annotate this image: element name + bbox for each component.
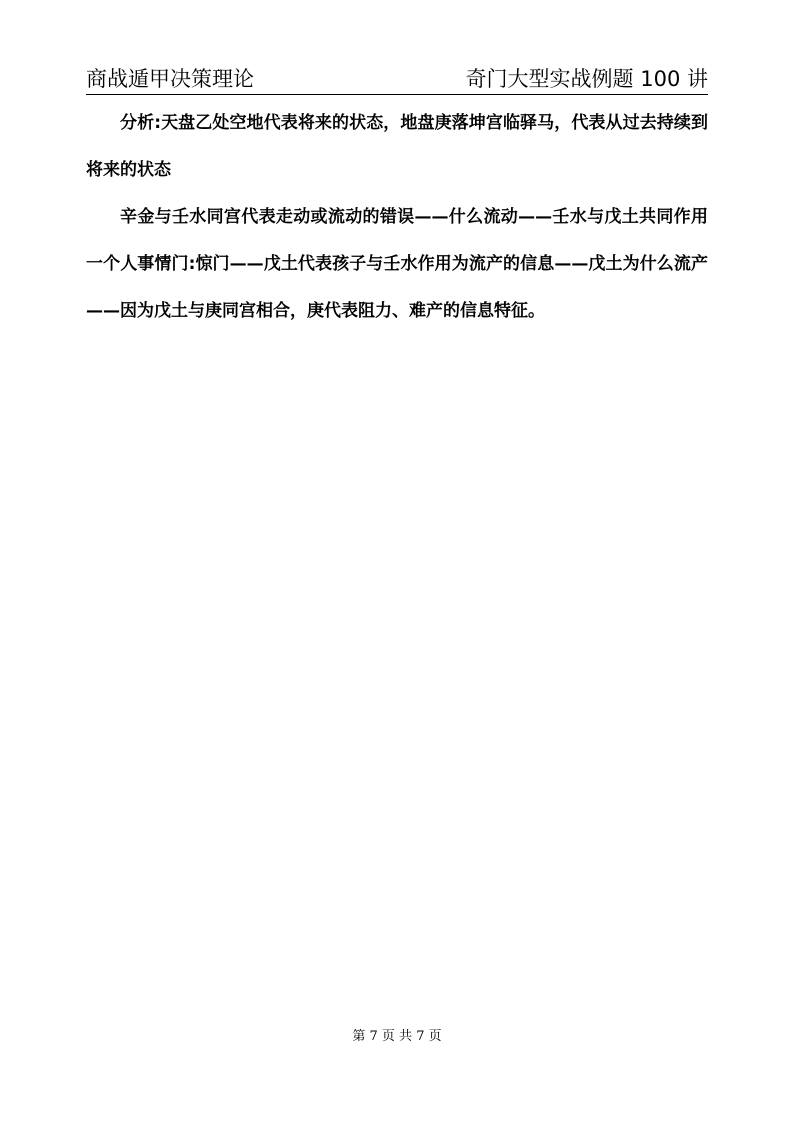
paragraph-analysis: 分析:天盘乙处空地代表将来的状态，地盘庚落坤宫临驿马，代表从过去持续到将来的状态 bbox=[86, 113, 708, 180]
header-book-title: 商战遁甲决策理论 bbox=[86, 67, 254, 91]
page-footer: 第 7 页 共 7 页 bbox=[352, 1029, 442, 1044]
paragraph-explanation: 辛金与壬水同宫代表走动或流动的错误——什么流动——壬水与戊土共同作用一个人事情门:惊门——戊土代表孩子与壬水作用为流产的信息——戊土为什么流产——因为戊土与庚同宫相合，庚代表阻力、难产的信息特征。 bbox=[86, 207, 708, 321]
header-section-title: 奇门大型实战例题 100 讲 bbox=[465, 67, 708, 91]
document-body bbox=[86, 100, 708, 335]
page-header bbox=[86, 62, 708, 95]
